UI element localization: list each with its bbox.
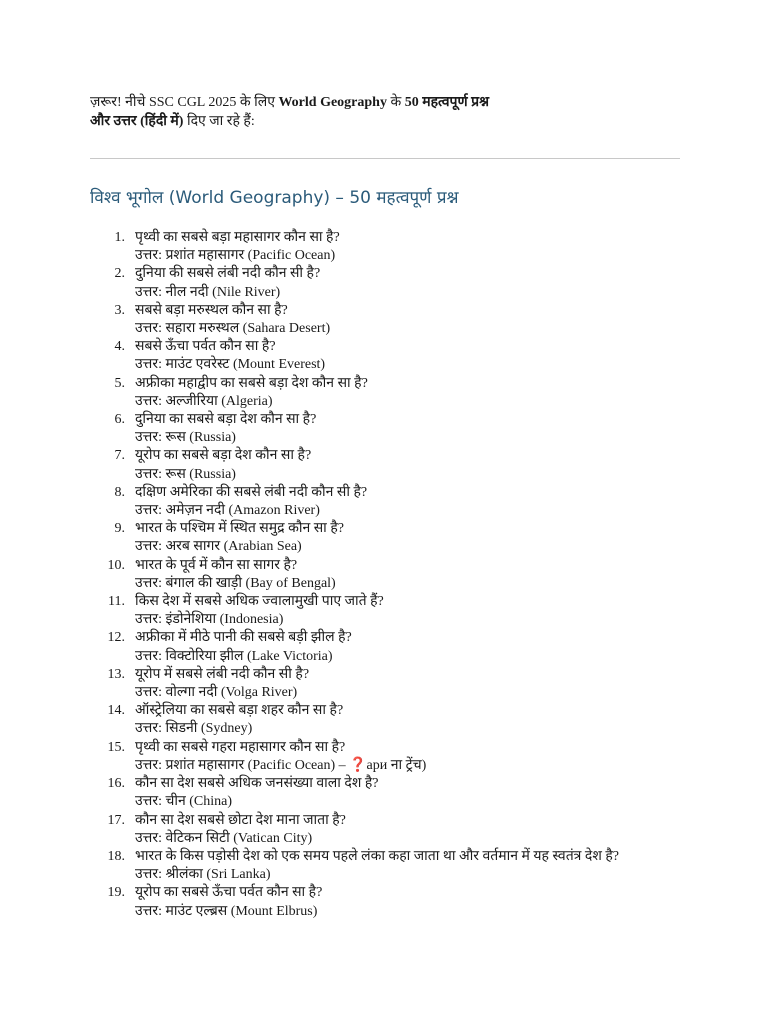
question-number: 14. (107, 703, 125, 719)
question-item (90, 375, 680, 411)
question-text: अफ्रीका में मीठे पानी की सबसे बड़ी झील है? (135, 630, 352, 646)
answer-text: उत्तर: माउंट एवरेस्ट (Mount Everest) (135, 357, 326, 373)
question-number: 11. (108, 594, 125, 610)
answer-text: उत्तर: श्रीलंका (Sri Lanka) (135, 867, 271, 883)
question-item (90, 666, 680, 702)
horizontal-divider (90, 158, 680, 159)
question-item (90, 265, 680, 301)
answer-text: उत्तर: बंगाल की खाड़ी (Bay of Bengal) (135, 575, 336, 591)
answer-text: उत्तर: प्रशांत महासागर (Pacific Ocean) – ❓ари ना ट्रेंच) (135, 757, 427, 773)
answer-text: उत्तर: अल्जीरिया (Algeria) (135, 393, 273, 409)
answer-text: उत्तर: वेटिकन सिटी (Vatican City) (135, 830, 313, 846)
intro-text-2: के (390, 95, 402, 110)
question-text: पृथ्वी का सबसे बड़ा महासागर कौन सा है? (135, 230, 340, 245)
question-item (90, 739, 680, 775)
question-number: 18. (107, 848, 125, 864)
answer-text: उत्तर: वोल्गा नदी (Volga River) (135, 685, 298, 701)
question-item (90, 702, 680, 738)
question-item (90, 520, 680, 556)
intro-text-3: दिए जा रहे हैं: (186, 114, 255, 129)
question-number: 15. (107, 739, 125, 755)
question-number: 3. (114, 302, 125, 318)
answer-text: उत्तर: चीन (China) (135, 794, 233, 810)
question-item (90, 229, 680, 265)
question-item (90, 848, 680, 884)
question-number: 7. (114, 448, 125, 464)
question-text: कौन सा देश सबसे अधिक जनसंख्या वाला देश है? (135, 776, 379, 792)
answer-text: उत्तर: माउंट एल्ब्रस (Mount Elbrus) (135, 903, 318, 919)
question-number: 9. (114, 521, 125, 537)
answer-text: उत्तर: प्रशांत महासागर (Pacific Ocean) (135, 248, 336, 264)
question-text: सबसे बड़ा मरुस्थल कौन सा है? (135, 302, 288, 318)
question-number: 12. (107, 630, 125, 646)
question-item (90, 302, 680, 338)
question-text: किस देश में सबसे अधिक ज्वालामुखी पाए जाते हैं? (135, 594, 384, 610)
answer-text: उत्तर: सहारा मरुस्थल (Sahara Desert) (135, 321, 331, 337)
intro-text-1: ज़रूर! नीचे SSC CGL 2025 के लिए (90, 95, 275, 110)
question-text: भारत के पूर्व में कौन सा सागर है? (135, 557, 298, 573)
question-number: 13. (107, 666, 125, 682)
document-page (90, 93, 680, 921)
question-number: 10. (107, 557, 125, 573)
answer-text: उत्तर: रूस (Russia) (135, 466, 236, 482)
question-text: पृथ्वी का सबसे गहरा महासागर कौन सा है? (135, 739, 346, 755)
question-number: 6. (114, 412, 125, 428)
question-text: दुनिया का सबसे बड़ा देश कौन सा है? (135, 412, 317, 428)
answer-text: उत्तर: नील नदी (Nile River) (135, 284, 281, 300)
question-text: भारत के किस पड़ोसी देश को एक समय पहले लंका कहा जाता था और वर्तमान में यह स्वतंत्र देश है? (135, 848, 620, 864)
question-item (90, 775, 680, 811)
question-item (90, 484, 680, 520)
answer-text: उत्तर: अरब सागर (Arabian Sea) (135, 539, 302, 555)
answer-text: उत्तर: सिडनी (Sydney) (135, 721, 253, 737)
question-text: दक्षिण अमेरिका की सबसे लंबी नदी कौन सी है? (135, 484, 368, 500)
answer-text: उत्तर: इंडोनेशिया (Indonesia) (135, 612, 284, 628)
question-item (90, 338, 680, 374)
question-item (90, 411, 680, 447)
question-text: सबसे ऊँचा पर्वत कौन सा है? (135, 339, 276, 355)
answer-text: उत्तर: विक्टोरिया झील (Lake Victoria) (135, 648, 333, 664)
question-number: 16. (107, 776, 125, 792)
question-number: 2. (114, 266, 125, 282)
question-list (90, 229, 680, 921)
question-number: 5. (114, 375, 125, 391)
question-number: 1. (114, 230, 125, 245)
question-number: 8. (114, 484, 125, 500)
question-text: ऑस्ट्रेलिया का सबसे बड़ा शहर कौन सा है? (135, 703, 344, 719)
question-text: कौन सा देश सबसे छोटा देश माना जाता है? (135, 812, 346, 828)
question-text: यूरोप का सबसे ऊँचा पर्वत कौन सा है? (135, 885, 323, 901)
question-number: 19. (107, 885, 125, 901)
intro-bold-3: और उत्तर (हिंदी में) (90, 114, 184, 129)
section-heading: विश्व भूगोल (World Geography) – 50 महत्वपूर्ण प्रश्न (90, 188, 459, 208)
question-number: 4. (114, 339, 125, 355)
question-item (90, 629, 680, 665)
question-text: दुनिया की सबसे लंबी नदी कौन सी है? (135, 266, 321, 282)
question-item (90, 447, 680, 483)
question-item (90, 812, 680, 848)
question-text: यूरोप में सबसे लंबी नदी कौन सी है? (135, 666, 310, 682)
intro-bold-2: 50 महत्वपूर्ण प्रश्न (404, 95, 489, 110)
question-text: अफ्रीका महाद्वीप का सबसे बड़ा देश कौन सा है? (135, 375, 368, 391)
question-text: भारत के पश्चिम में स्थित समुद्र कौन सा है? (135, 521, 344, 537)
question-item (90, 593, 680, 629)
question-item (90, 884, 680, 920)
answer-text: उत्तर: रूस (Russia) (135, 430, 236, 446)
intro-paragraph (90, 93, 680, 131)
question-item (90, 557, 680, 593)
answer-text: उत्तर: अमेज़न नदी (Amazon River) (135, 503, 320, 519)
question-text: यूरोप का सबसे बड़ा देश कौन सा है? (135, 448, 312, 464)
intro-bold-1: World Geography (278, 95, 387, 110)
question-number: 17. (107, 812, 125, 828)
